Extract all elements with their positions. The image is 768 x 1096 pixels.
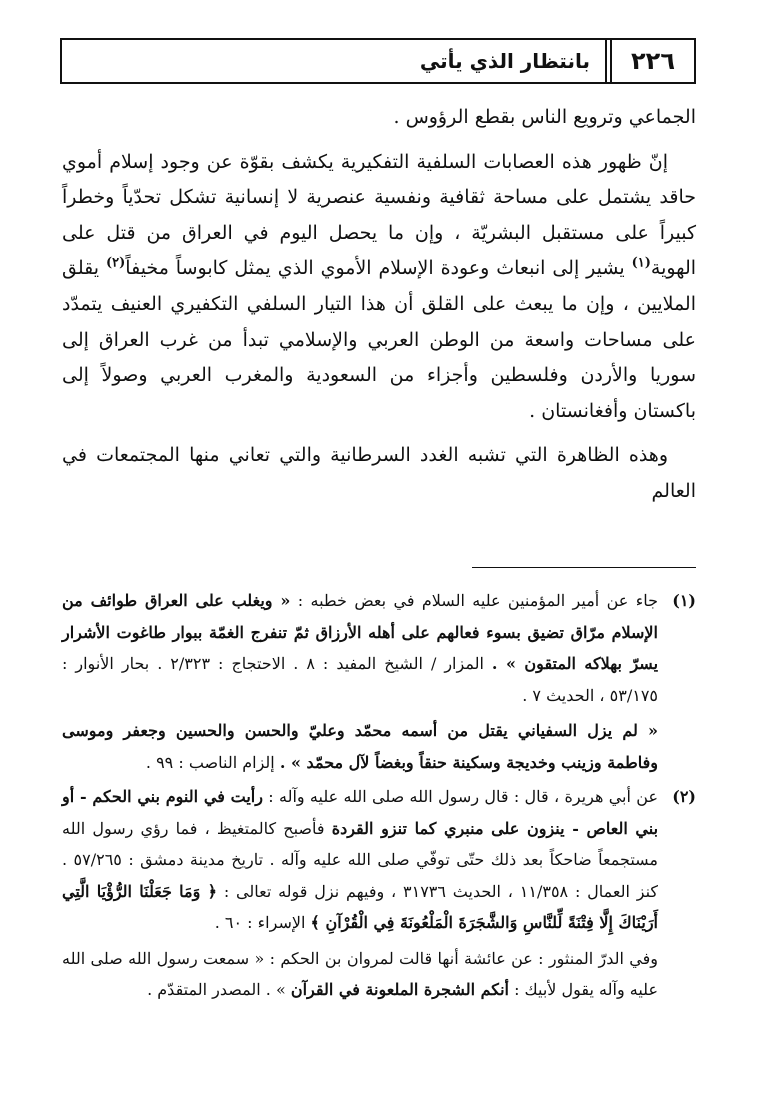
verse-reference: الإسراء : ٦٠ . [214, 913, 306, 932]
footnote-2 [62, 781, 696, 1006]
main-text [62, 100, 696, 510]
paragraph-text-b: يشير إلى انبعاث وعودة الإسلام الأموي الذي يمثل كابوساً مخيفاً [125, 257, 625, 280]
footnote-text-2 [62, 715, 658, 778]
footnote-quote: أنكم الشجرة الملعونة في القرآن [290, 980, 509, 999]
quran-verse: ﴿ وَمَا جَعَلْنَا الرُّؤْيَا الَّتِي أَرَيْنَاكَ إِلَّا فِتْنَةً لِّلنَّاسِ وَالشَّجَرَةَ الْمَلْعُونَةَ فِي الْقُرْآنِ ﴾ [62, 881, 658, 932]
paragraph-text-a: إنّ ظهور هذه العصابات السلفية التفكيرية يكشف بقوّة عن وجود إسلام أموي حاقد يشتمل على مساحة ثقافية ونفسية عنصرية لا إنسانية تشكل تحدّياً وخطراً كبيراً على مستقبل البشريّة ، وإن ما يحصل اليوم في العراق من قتل على الهوية [62, 150, 697, 280]
footnotes [62, 585, 696, 1009]
footnote-source: إلزام الناصب : ٩٩ . [145, 752, 275, 772]
paragraph-text-c: يقلق الملايين ، وإن ما يبعث على القلق أن هذا التيار السلفي التكفيري العنيف يتمدّد على مساحات واسعة من الوطن العربي والإسلامي تبدأ من غرب العراق إلى سوريا والأردن وفلسطين وأجزاء من السعودية والمغرب العربي وصولاً إلى باكستان وأفغانستان . [62, 257, 696, 422]
footnote-quote: رأيت في النوم بني الحكم - أو بني العاص - ينزون على منبري كما تنزو القردة [62, 787, 659, 838]
paragraph-main [62, 145, 696, 430]
footnote-1 [62, 585, 696, 778]
footnote-source: المزار / الشيخ المفيد : ٨ . الاحتجاج : ٢/٣٢٣ . بحار الأنوار : ٥٣/١٧٥ ، الحديث ٧ . [62, 654, 658, 705]
footnote-quote: « ويغلب على العراق طوائف من الإسلام مرّاق تضيق بسوء فعالهم على أهله الأرزاق ثمّ تنفرج الغمّة ببوار طاغوت الأشرار يسرّ بهلاكه المتقون » . [62, 591, 659, 673]
footnote-divider [472, 567, 696, 568]
paragraph-continuation: الجماعي وترويع الناس بقطع الرؤوس . [393, 106, 696, 128]
footnote-number: (٢) [672, 787, 696, 806]
page-number: ٢٢٦ [610, 40, 694, 82]
footnote-text-2: وفي الدرّ المنثور : عن عائشة أنها قالت لمروان بن الحكم : « سمعت رسول الله صلى الله عليه وآله يقول لأبيك : أنكم الشجرة الملعونة في القرآن » . المصدر المتقدّم . [62, 948, 658, 999]
footnote-quote: « لم يزل السفياني يقتل من أسمه محمّد وعليّ والحسن والحسين وجعفر وموسى وفاطمة وزينب وخديجة وسكينة حنقاً وبغضاً لآل محمّد » . [62, 721, 658, 772]
footnote-number: (١) [672, 591, 696, 610]
page-header [60, 38, 696, 84]
paragraph-next: وهذه الظاهرة التي تشبه الغدد السرطانية والتي تعاني منها المجتمعات في العالم [62, 444, 696, 502]
footnote-ref-1[interactable]: (١) [631, 256, 651, 272]
footnote-ref-2[interactable]: (٢) [106, 256, 126, 272]
footnote-text: عن أبي هريرة ، قال : قال رسول الله صلى الله عليه وآله : رأيت في النوم بني الحكم - أو بني العاص - ينزون على منبري كما تنزو القردة فأصبح كالمتغيظ ، فما رؤي رسول الله مستجمعاً ضاحكاً بعد ذلك حتّى توفّي صلى الله عليه وآله . تاريخ مدينة دمشق : ٥٧/٢٦٥ . كنز العمال : ١١/٣٥٨ ، الحديث ٣١٧٣٦ ، وفيهم نزل قوله تعالى : ﴿ وَمَا جَعَلْنَا الرُّؤْيَا الَّتِي أَرَيْنَاكَ إِلَّا فِتْنَةً لِّلنَّاسِ وَالشَّجَرَةَ الْمَلْعُونَةَ فِي الْقُرْآنِ ﴾ الإسراء : ٦٠ . [62, 787, 659, 932]
footnote-text: جاء عن أمير المؤمنين عليه السلام في بعض خطبه : « ويغلب على العراق طوائف من الإسلام مرّاق تضيق بسوء فعالهم على أهله الأرزاق ثمّ تنفرج الغمّة ببوار طاغوت الأشرار يسرّ بهلاكه المتقون » . المزار / الشيخ المفيد : ٨ . الاحتجاج : ٢/٣٢٣ . بحار الأنوار : ٥٣/١٧٥ ، الحديث ٧ . [62, 591, 659, 705]
running-title: بانتظار الذي يأتي [419, 49, 590, 73]
